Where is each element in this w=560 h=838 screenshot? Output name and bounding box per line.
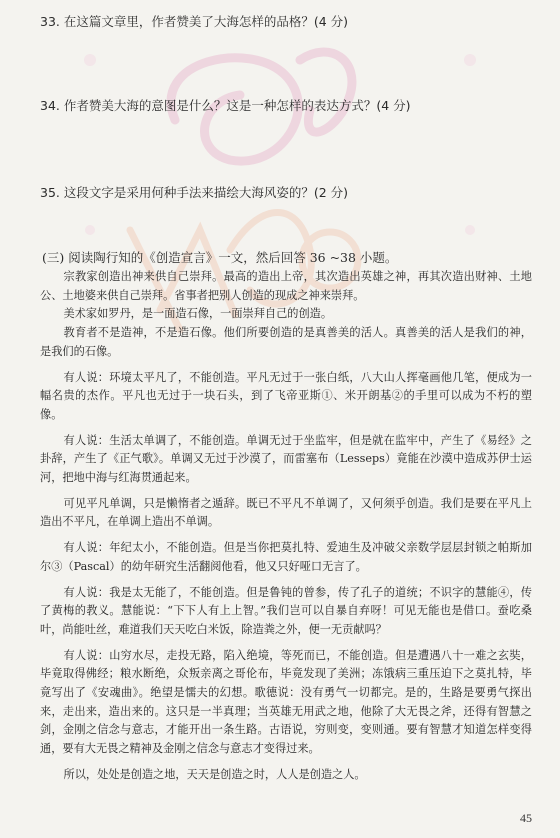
- section-title: (三) 阅读陶行知的《创造宣言》一文，然后回答 36 ~38 小题。: [42, 250, 398, 265]
- paragraph: 教育者不是造神，不是造石像。他们所要创造的是真善美的活人。真善美的活人是我们的神，是我们的石像。: [40, 326, 532, 358]
- paragraph: 宗教家创造出神来供自己崇拜。最高的造出上帝，其次造出英雄之神，再其次造出财神、土地公、土地婆来供自己崇拜。省事者把别人创造的现成之神来崇拜。: [40, 270, 532, 302]
- paragraph: 有人说：环境太平凡了，不能创造。平凡无过于一张白纸，八大山人挥毫画他几笔，便成为一幅名贵的杰作。平凡也无过于一块石头，到了飞帝亚斯①、米开朗基②的手里可以成为不朽的塑像。: [40, 370, 532, 421]
- paragraph: 有人说：我是太无能了，不能创造。但是鲁钝的曾参，传了孔子的道统；不识字的慧能④，传了黄梅的教义。慧能说：“下下人有上上智。”我们岂可以自暴自弃呀！可见无能也是借口。蚕吃桑叶，尚能吐丝，难道我们天天吃白米饭，除造粪之外，便一无贡献吗？: [40, 585, 532, 636]
- question-35: 35. 这段文字是采用何种手法来描绘大海风姿的？(2 分): [40, 185, 349, 200]
- paragraph: 有人说：生活太单调了，不能创造。单调无过于坐监牢，但是就在监牢中，产生了《易经》之卦辞，产生了《正气歌》。单调又无过于沙漠了，而雷塞布（Lesseps）竟能在沙漠中造成苏伊士运河，把地中海与红海贯通起来。: [40, 433, 532, 485]
- paragraph: 有人说：年纪太小，不能创造。但是当你把莫扎特、爱迪生及冲破父亲数学层层封锁之帕斯加尔③（Pascal）的幼年研究生活翻阅他看，他又只好哑口无言了。: [40, 541, 532, 573]
- paragraph: 美术家如罗丹，是一面造石像，一面崇拜自己的创造。: [63, 307, 333, 321]
- paragraph: 可见平凡单调，只是懒惰者之遁辞。既已不平凡不单调了，又何须乎创造。我们是要在平凡上造出不平凡，在单调上造出不单调。: [40, 496, 532, 529]
- page-number: 45: [520, 811, 532, 825]
- paragraph: 有人说：山穷水尽，走投无路，陷入绝境，等死而已，不能创造。但是遭遇八十一难之玄奘，毕竟取得佛经；粮水断绝，众叛亲离之哥伦布，毕竟发现了美洲；冻饿病三重压迫下之莫扎特，毕竟写出了《安魂曲》。绝望是懦夫的幻想。歌德说：没有勇气一切都完。是的，生路是要勇气探出来，走出来，造出来的。这只是一半真理；当英雄无用武之地，他除了大无畏之斧，还得有智慧之剑，金刚之信念与意志，才能开出一条生路。古语说，穷则变，变则通。要有智慧才知道怎样变得通，要有大无畏之精神及金刚之信念与意志才变得过来。: [40, 648, 532, 756]
- paragraph: 所以，处处是创造之地，天天是创造之时，人人是创造之人。: [63, 767, 366, 781]
- question-34: 34. 作者赞美大海的意图是什么？这是一种怎样的表达方式？(4 分): [40, 98, 411, 113]
- passage: [40, 268, 532, 785]
- question-33: 33. 在这篇文章里，作者赞美了大海怎样的品格？(4 分): [40, 14, 349, 29]
